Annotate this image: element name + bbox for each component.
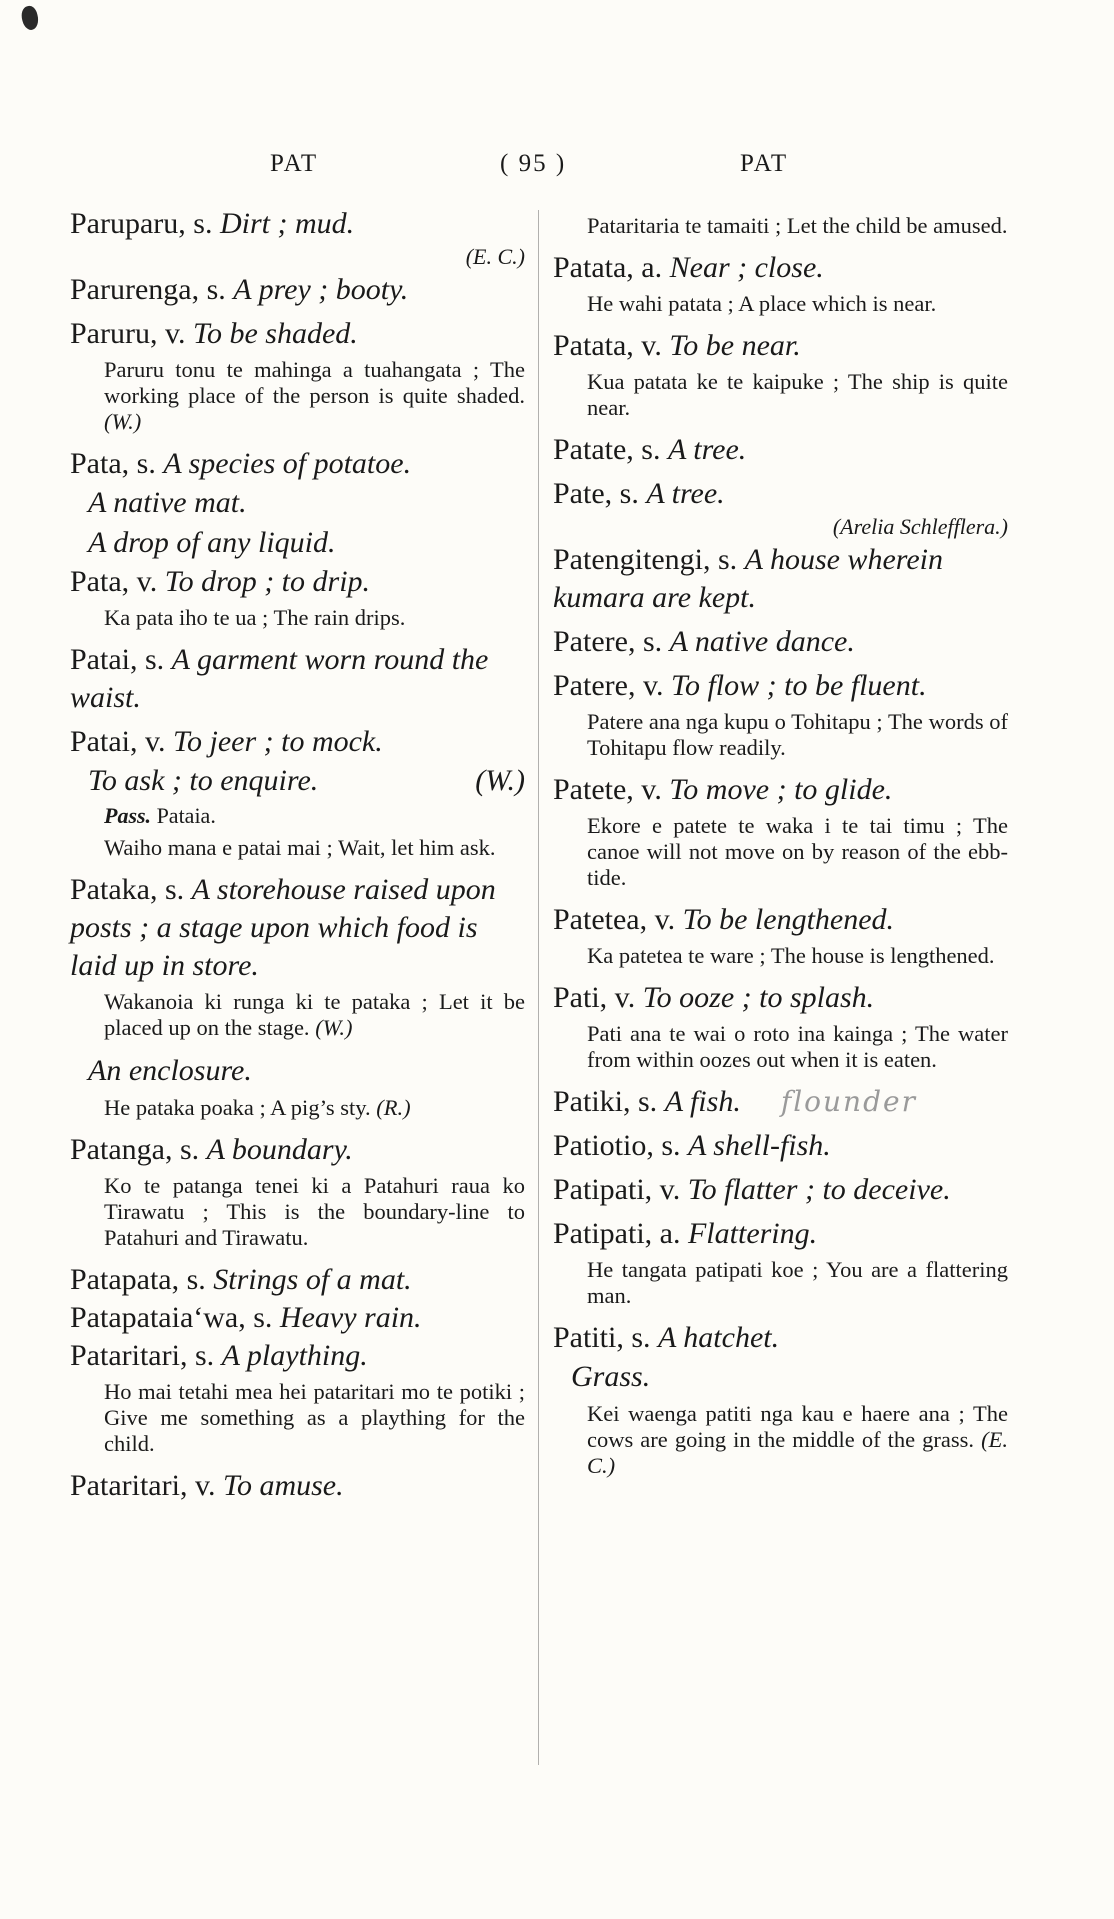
definition: To flow ; to be fluent.	[671, 669, 927, 702]
left-column	[70, 205, 525, 1505]
definition: To be near.	[669, 329, 801, 362]
headword: Patere, s.	[553, 625, 663, 658]
definition: To amuse.	[223, 1469, 344, 1502]
definition: A hatchet.	[658, 1321, 780, 1354]
source-ref: (W.)	[104, 409, 142, 434]
entry-parurenga	[70, 271, 525, 309]
entry-patengitengi	[553, 541, 1008, 617]
entry-patai-v	[70, 723, 525, 861]
entry-paruru	[70, 315, 525, 435]
page-header	[0, 150, 1114, 186]
definition: To drop ; to drip.	[164, 565, 371, 598]
definition: A shell-fish.	[688, 1129, 831, 1162]
headword: Patete, v.	[553, 773, 662, 806]
entry-patanga	[70, 1131, 525, 1251]
definition: A house wherein kumara are kept.	[553, 543, 943, 614]
sub-sense: A native mat.	[88, 486, 247, 519]
headword: Pata, s.	[70, 447, 156, 480]
example: He pataka poaka ; A pig’s sty.	[104, 1095, 371, 1120]
page-number: ( 95 )	[500, 150, 567, 177]
entry-patapata	[70, 1261, 525, 1299]
entry-patai-s	[70, 641, 525, 717]
headword: Patai, s.	[70, 643, 165, 676]
definition: Dirt ; mud.	[219, 207, 355, 240]
definition: A prey ; booty.	[233, 273, 409, 306]
example: He tangata patipati koe ; You are a flattering man.	[587, 1257, 1008, 1308]
ink-blot	[19, 4, 41, 31]
headword: Pati, v.	[553, 981, 636, 1014]
definition: A storehouse raised upon posts ; a stage upon which food is laid up in store.	[70, 873, 496, 982]
headword: Patiotio, s.	[553, 1129, 681, 1162]
definition: A species of potatoe.	[163, 447, 412, 480]
definition: A plaything.	[221, 1339, 368, 1372]
definition: To ooze ; to splash.	[642, 981, 875, 1014]
definition: To be shaded.	[193, 317, 358, 350]
headword: Patiki, s.	[553, 1085, 658, 1118]
running-head-right: PAT	[740, 150, 789, 177]
headword: Patere, v.	[553, 669, 664, 702]
definition: Strings of a mat.	[213, 1263, 412, 1296]
definition: Heavy rain.	[279, 1301, 422, 1334]
headword: Patengitengi, s.	[553, 543, 738, 576]
entry-continued	[553, 213, 1008, 239]
right-column	[553, 205, 1008, 1489]
headword: Patiti, s.	[553, 1321, 651, 1354]
passive-label: Pass.	[104, 803, 152, 828]
example: Pati ana te wai o roto ina kainga ; The water from within oozes out when it is eaten.	[587, 1021, 1008, 1072]
entry-patete	[553, 771, 1008, 891]
source-ref: (E. C.)	[587, 1427, 1009, 1478]
entry-patetea	[553, 901, 1008, 969]
example: Paruru tonu te mahinga a tuahangata ; The working place of the person is quite shaded.	[104, 357, 525, 408]
running-head-left: PAT	[270, 150, 319, 177]
entry-patere-s	[553, 623, 1008, 661]
headword: Pataritari, v.	[70, 1469, 216, 1502]
headword: Pataka, s.	[70, 873, 185, 906]
entry-patapataiawa	[70, 1299, 525, 1337]
entry-pati	[553, 979, 1008, 1073]
entry-patiki	[553, 1083, 1008, 1121]
definition: To be lengthened.	[682, 903, 895, 936]
source-ref: (Arelia Schlefflera.)	[832, 514, 1008, 539]
headword: Patapataia‘wa, s.	[70, 1301, 273, 1334]
definition: A fish.	[664, 1085, 741, 1118]
headword: Paruparu, s.	[70, 207, 213, 240]
entry-pataritari-s	[70, 1337, 525, 1457]
entry-pate	[553, 475, 1008, 541]
definition: A garment worn round the waist.	[70, 643, 489, 714]
definition: A boundary.	[206, 1133, 353, 1166]
definition: A tree.	[667, 433, 747, 466]
definition: To move ; to glide.	[669, 773, 893, 806]
definition: A native dance.	[669, 625, 855, 658]
headword: Pate, s.	[553, 477, 639, 510]
example: Patere ana nga kupu o Tohitapu ; The words of Tohitapu flow readily.	[587, 709, 1008, 760]
source-ref: (E. C.)	[465, 244, 525, 269]
sub-sense: To ask ; to enquire.	[88, 764, 319, 797]
headword: Patanga, s.	[70, 1133, 200, 1166]
headword: Patata, a.	[553, 251, 663, 284]
source-ref: (W.)	[315, 1015, 353, 1040]
column-divider	[538, 210, 539, 1765]
headword: Patai, v.	[70, 725, 166, 758]
definition: To jeer ; to mock.	[173, 725, 383, 758]
entry-pata-s	[70, 445, 525, 563]
entry-patipati-v	[553, 1171, 1008, 1209]
entry-patata-a	[553, 249, 1008, 317]
entry-pataritari-v	[70, 1467, 525, 1505]
entry-pata-v	[70, 563, 525, 631]
passive-form: Pataia.	[156, 803, 216, 828]
source-ref: (R.)	[376, 1095, 411, 1120]
entry-pataka	[70, 871, 525, 1121]
entry-patiti	[553, 1319, 1008, 1479]
example: Ekore e patete te waka i te tai timu ; The canoe will not move on by reason of the ebb-tide.	[587, 813, 1008, 890]
example: Ho mai tetahi mea hei pataritari mo te potiki ; Give me something as a plaything for the child.	[104, 1379, 525, 1456]
entry-patiotio	[553, 1127, 1008, 1165]
headword: Patate, s.	[553, 433, 661, 466]
example: Ko te patanga tenei ki a Patahuri raua ko Tirawatu ; This is the boundary-line to Patahuri and Tirawatu.	[104, 1173, 525, 1250]
headword: Pataritari, s.	[70, 1339, 215, 1372]
definition: To flatter ; to deceive.	[687, 1173, 951, 1206]
example: Kei waenga patiti nga kau e haere ana ; The cows are going in the middle of the grass.	[587, 1401, 1008, 1452]
headword: Patetea, v.	[553, 903, 676, 936]
sub-sense: An enclosure.	[88, 1054, 252, 1087]
example: Wakanoia ki runga ki te pataka ; Let it be placed up on the stage.	[104, 989, 525, 1040]
example: Ka pata iho te ua ; The rain drips.	[104, 605, 406, 630]
entry-patipati-a	[553, 1215, 1008, 1309]
headword: Patapata, s.	[70, 1263, 206, 1296]
entry-paruparu	[70, 205, 525, 271]
headword: Patipati, v.	[553, 1173, 681, 1206]
example: Pataritaria te tamaiti ; Let the child be amused.	[587, 213, 1008, 238]
example: He wahi patata ; A place which is near.	[587, 291, 937, 316]
sub-sense: Grass.	[571, 1360, 651, 1393]
definition: A tree.	[646, 477, 725, 510]
source-ref: (W.)	[475, 764, 525, 797]
headword: Paruru, v.	[70, 317, 186, 350]
definition: Near ; close.	[669, 251, 824, 284]
headword: Patata, v.	[553, 329, 662, 362]
entry-patere-v	[553, 667, 1008, 761]
entry-patate	[553, 431, 1008, 469]
definition: Flattering.	[687, 1217, 818, 1250]
example: Kua patata ke te kaipuke ; The ship is quite near.	[587, 369, 1008, 420]
headword: Parurenga, s.	[70, 273, 226, 306]
pencil-annotation: flounder	[780, 1085, 917, 1118]
headword: Patipati, a.	[553, 1217, 681, 1250]
example: Ka patetea te ware ; The house is lengthened.	[587, 943, 995, 968]
headword: Pata, v.	[70, 565, 158, 598]
sub-sense: A drop of any liquid.	[88, 526, 336, 559]
entry-patata-v	[553, 327, 1008, 421]
example: Waiho mana e patai mai ; Wait, let him ask.	[104, 835, 496, 860]
